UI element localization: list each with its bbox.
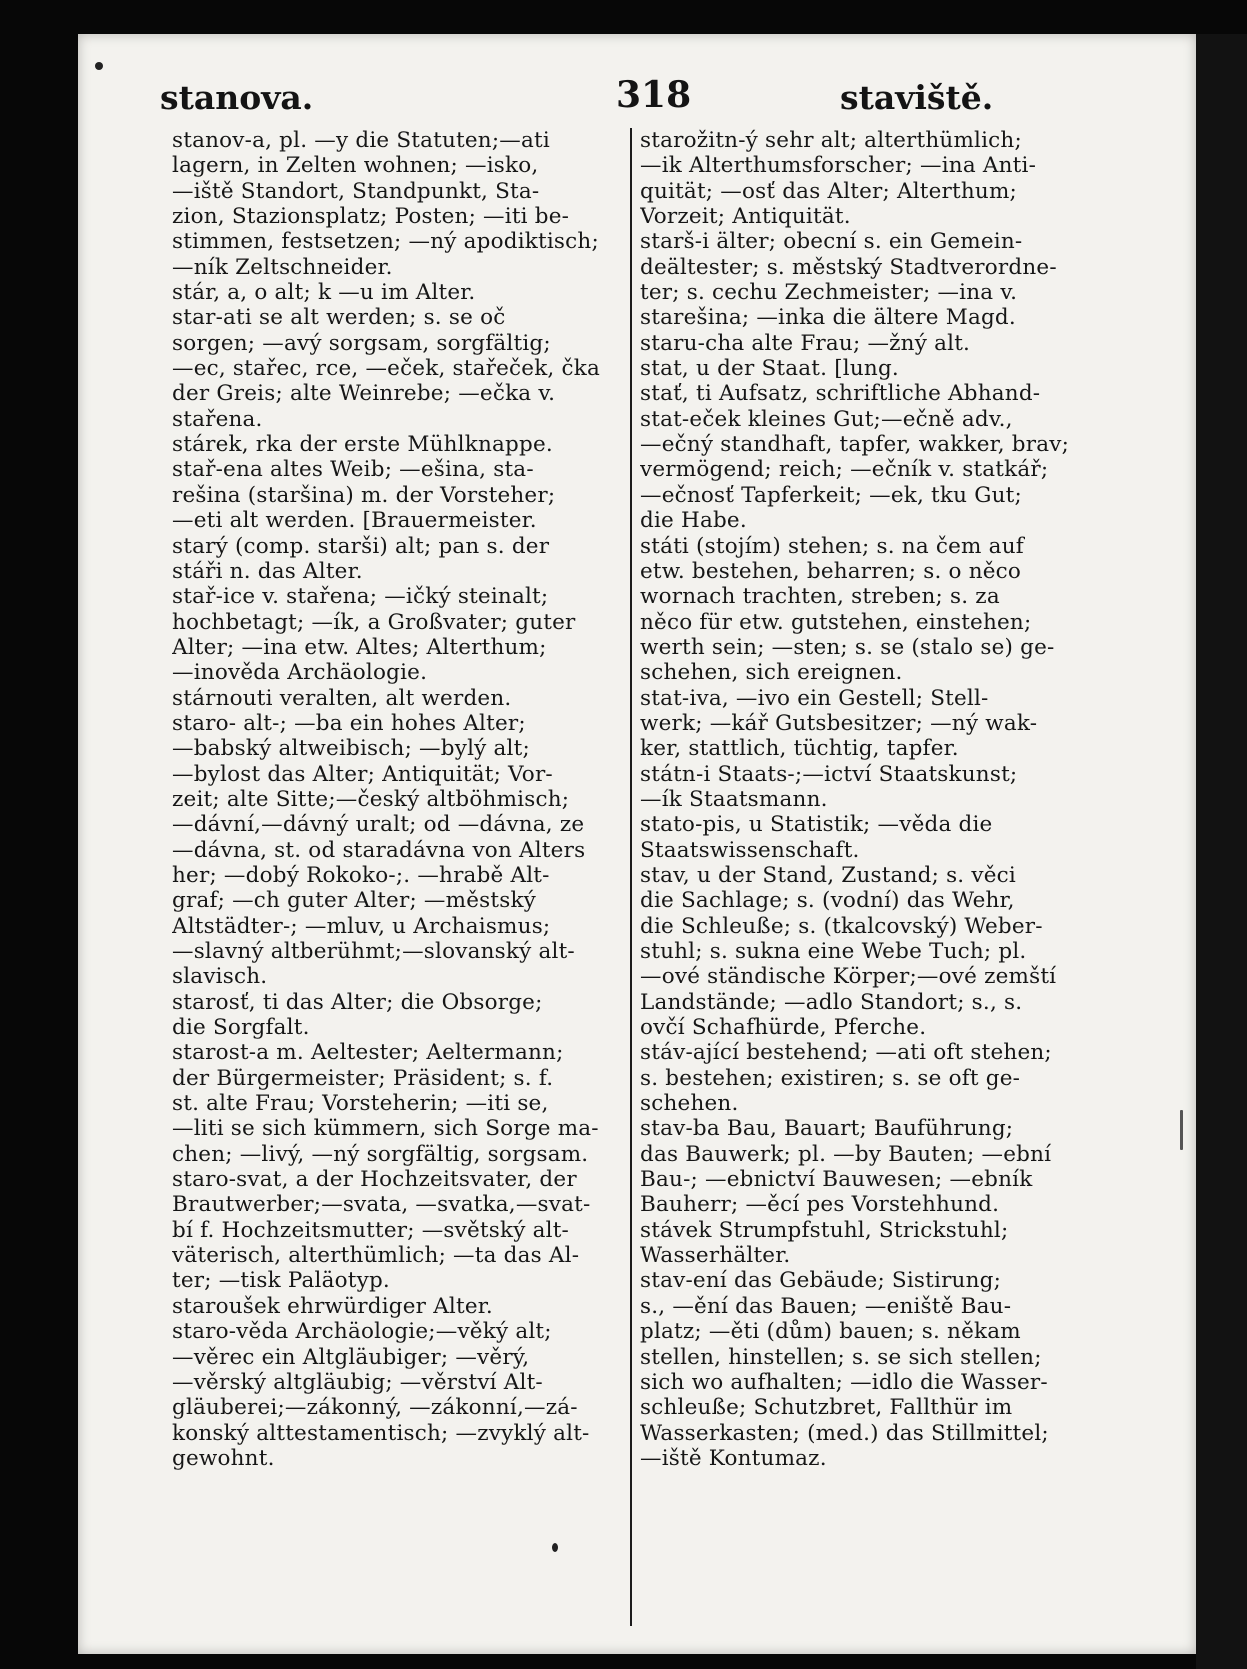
dictionary-line: starost-a m. Aeltester; Aeltermann; <box>172 1040 564 1066</box>
dictionary-line: star-ati se alt werden; s. se oč <box>172 305 506 331</box>
dictionary-line: stato-pis, u Statistik; —věda die <box>640 812 993 838</box>
dictionary-line: —liti se sich kümmern, sich Sorge ma- <box>172 1116 599 1142</box>
dictionary-line: staro-svat, a der Hochzeitsvater, der <box>172 1167 577 1193</box>
dictionary-line: das Bauwerk; pl. —by Bauten; —ební <box>640 1141 1052 1167</box>
dictionary-line: —bylost das Alter; Antiquität; Vor- <box>172 761 553 787</box>
dictionary-line: sorgen; —avý sorgsam, sorgfältig; <box>172 330 551 356</box>
dictionary-line: stať, ti Aufsatz, schriftliche Abhand- <box>640 381 1041 407</box>
dictionary-line: ovčí Schafhürde, Pferche. <box>640 1015 927 1041</box>
dictionary-line: bí f. Hochzeitsmutter; —světský alt- <box>172 1217 569 1243</box>
dictionary-line: platz; —ěti (dům) bauen; s. někam <box>640 1319 1021 1345</box>
dictionary-line: staro-věda Archäologie;—věký alt; <box>172 1319 552 1345</box>
dictionary-line: der Greis; alte Weinrebe; —ečka v. <box>172 381 556 407</box>
dictionary-line: väterisch, alterthümlich; —ta das Al- <box>172 1243 580 1269</box>
page-number: 318 <box>616 74 692 116</box>
dictionary-line: staroušek ehrwürdiger Alter. <box>172 1293 493 1319</box>
dictionary-line: —babský altweibisch; —bylý alt; <box>172 736 530 762</box>
dictionary-line: —věrec ein Altgläubiger; —věrý, <box>172 1344 530 1370</box>
dictionary-line: stat, u der Staat. [lung. <box>640 356 899 382</box>
dictionary-line: ter; —tisk Paläotyp. <box>172 1268 390 1294</box>
dictionary-line: stimmen, festsetzen; —ný apodiktisch; <box>172 229 599 255</box>
scan-border <box>1196 34 1247 1669</box>
dictionary-line: gläuberei;—zákonný, —zákonní,—zá- <box>172 1395 578 1421</box>
dictionary-line: stař-ice v. stařena; —ičký steinalt; <box>172 584 549 610</box>
dictionary-line: graf; —ch guter Alter; —městský <box>172 888 537 914</box>
dictionary-line: schehen, sich ereignen. <box>640 660 903 686</box>
dictionary-line: deältester; s. městský Stadtverordne- <box>640 254 1057 280</box>
dictionary-line: staro- alt-; —ba ein hohes Alter; <box>172 710 526 736</box>
dictionary-line: gewohnt. <box>172 1445 275 1471</box>
dictionary-line: schleuße; Schutzbret, Fallthür im <box>640 1395 1013 1421</box>
dictionary-line: stař-ena altes Weib; —ešina, sta- <box>172 457 534 483</box>
dictionary-line: —inověda Archäologie. <box>172 660 428 686</box>
dictionary-line: staru-cha alte Frau; —žný alt. <box>640 330 971 356</box>
dictionary-line: s., —ění das Bauen; —eniště Bau- <box>640 1293 1012 1319</box>
dictionary-line: lagern, in Zelten wohnen; —isko, <box>172 153 539 179</box>
dictionary-line: —ík Staatsmann. <box>640 786 828 812</box>
dictionary-line: ker, stattlich, tüchtig, tapfer. <box>640 736 959 762</box>
dictionary-line: Wasserkasten; (med.) das Stillmittel; <box>640 1420 1049 1446</box>
dictionary-line: Brautwerber;—svata, —svatka,—svat- <box>172 1192 591 1218</box>
dictionary-line: stáři n. das Alter. <box>172 558 363 584</box>
dictionary-line: der Bürgermeister; Präsident; s. f. <box>172 1065 554 1091</box>
dictionary-line: Alter; —ina etw. Altes; Alterthum; <box>172 634 547 660</box>
dictionary-line: —ec, stařec, rce, —eček, stařeček, čka <box>172 356 600 382</box>
dictionary-line: stav-ení das Gebäude; Sistirung; <box>640 1268 1002 1294</box>
right-headword: staviště. <box>840 78 994 117</box>
dictionary-line: Bau-; —ebnictví Bauwesen; —ebník <box>640 1167 1033 1193</box>
dictionary-line: Altstädter-; —mluv, u Archaismus; <box>172 913 551 939</box>
dictionary-line: —ník Zeltschneider. <box>172 254 393 280</box>
dictionary-line: Vorzeit; Antiquität. <box>640 204 851 230</box>
dictionary-line: die Sachlage; s. (vodní) das Wehr, <box>640 888 1015 914</box>
dictionary-line: —slavný altberühmt;—slovanský alt- <box>172 939 575 964</box>
dictionary-line: stařena. <box>172 406 263 432</box>
dictionary-line: stav, u der Stand, Zustand; s. věci <box>640 862 1016 888</box>
dictionary-line: vermögend; reich; —ečník v. statkář; <box>640 457 1049 483</box>
dictionary-line: s. bestehen; existiren; s. se oft ge- <box>640 1065 1021 1091</box>
dictionary-line: Staatswissenschaft. <box>640 837 860 863</box>
dictionary-line: stáv-ající bestehend; —ati oft stehen; <box>640 1040 1052 1066</box>
dictionary-line: werth sein; —sten; s. se (stalo se) ge- <box>640 634 1055 660</box>
dictionary-line: chen; —livý, —ný sorgfältig, sorgsam. <box>172 1141 589 1167</box>
dictionary-line: stellen, hinstellen; s. se sich stellen; <box>640 1344 1042 1370</box>
dictionary-line: stár, a, o alt; k —u im Alter. <box>172 280 476 306</box>
dictionary-line: stávek Strumpfstuhl, Strickstuhl; <box>640 1217 1009 1243</box>
dictionary-line: sich wo aufhalten; —idlo die Wasser- <box>640 1369 1048 1395</box>
scan-mark <box>1180 1110 1183 1150</box>
dictionary-line: zeit; alte Sitte;—český altböhmisch; <box>172 786 570 812</box>
dictionary-line: die Habe. <box>640 508 747 534</box>
dictionary-line: etw. bestehen, beharren; s. o něco <box>640 558 1022 584</box>
dictionary-line: starosť, ti das Alter; die Obsorge; <box>172 989 543 1015</box>
dictionary-line: die Sorgfalt. <box>172 1015 310 1041</box>
dictionary-line: her; —dobý Rokoko-;. —hrabě Alt- <box>172 862 550 888</box>
dictionary-line: die Schleuße; s. (tkalcovský) Weber- <box>640 913 1043 939</box>
dictionary-line: starý (comp. starši) alt; pan s. der <box>172 533 550 559</box>
dictionary-line: státi (stojím) stehen; s. na čem auf <box>640 533 1024 559</box>
dictionary-line: starešina; —inka die ältere Magd. <box>640 305 1016 331</box>
dictionary-line: —iště Kontumaz. <box>640 1445 827 1471</box>
dictionary-line: —ové ständische Körper;—ové zemští <box>640 964 1057 990</box>
dictionary-line: stárnouti veralten, alt werden. <box>172 685 512 711</box>
dictionary-line: stat-eček kleines Gut;—ečně adv., <box>640 406 1013 432</box>
scan-speck <box>95 62 103 70</box>
dictionary-line: —iště Standort, Standpunkt, Sta- <box>172 178 540 204</box>
dictionary-line: státn-i Staats-;—ictví Staatskunst; <box>640 761 1018 787</box>
dictionary-line: ter; s. cechu Zechmeister; —ina v. <box>640 280 1018 306</box>
dictionary-line: schehen. <box>640 1091 739 1117</box>
dictionary-line: —dávní,—dávný uralt; od —dávna, ze <box>172 812 585 838</box>
dictionary-line: hochbetagt; —ík, a Großvater; guter <box>172 609 576 635</box>
dictionary-line: —ečný standhaft, tapfer, wakker, brav; <box>640 432 1070 458</box>
dictionary-line: —ečnosť Tapferkeit; —ek, tku Gut; <box>640 482 1022 508</box>
dictionary-line: Wasserhälter. <box>640 1243 791 1269</box>
dictionary-line: rešina (staršina) m. der Vorsteher; <box>172 482 556 508</box>
dictionary-line: wornach trachten, streben; s. za <box>640 584 1000 610</box>
dictionary-line: —ik Alterthumsforscher; —ina Anti- <box>640 153 1037 179</box>
left-headword: stanova. <box>160 78 314 117</box>
dictionary-line: něco für etw. gutstehen, einstehen; <box>640 609 1032 635</box>
dictionary-line: stárek, rka der erste Mühlknappe. <box>172 432 553 458</box>
dictionary-line: stuhl; s. sukna eine Webe Tuch; pl. <box>640 939 1027 964</box>
dictionary-line: stav-ba Bau, Bauart; Bauführung; <box>640 1116 1014 1142</box>
dictionary-line: st. alte Frau; Vorsteherin; —iti se, <box>172 1091 549 1117</box>
right-column <box>640 128 1108 1471</box>
dictionary-line: zion, Stazionsplatz; Posten; —iti be- <box>172 204 570 230</box>
dictionary-line: stat-iva, —ivo ein Gestell; Stell- <box>640 685 989 711</box>
dictionary-line: Landstände; —adlo Standort; s., s. <box>640 989 1023 1015</box>
dictionary-line: —věrský altgläubig; —věrství Alt- <box>172 1369 543 1395</box>
scan-speck <box>552 1543 558 1552</box>
left-column <box>172 128 634 1471</box>
dictionary-line: —dávna, st. od staradávna von Alters <box>172 837 586 863</box>
dictionary-line: quität; —osť das Alter; Alterthum; <box>640 178 1017 204</box>
dictionary-line: slavisch. <box>172 964 268 990</box>
dictionary-line: starš-i älter; obecní s. ein Gemein- <box>640 229 1023 255</box>
dictionary-line: starožitn-ý sehr alt; alterthümlich; <box>640 128 1022 153</box>
dictionary-line: Bauherr; —ěcí pes Vorstehhund. <box>640 1192 1000 1218</box>
dictionary-line: konský alttestamentisch; —zvyklý alt- <box>172 1420 590 1446</box>
dictionary-line: stanov-a, pl. —y die Statuten;—ati <box>172 128 550 153</box>
dictionary-line: werk; —kář Gutsbesitzer; —ný wak- <box>640 710 1038 736</box>
dictionary-line: —eti alt werden. [Brauermeister. <box>172 508 537 534</box>
